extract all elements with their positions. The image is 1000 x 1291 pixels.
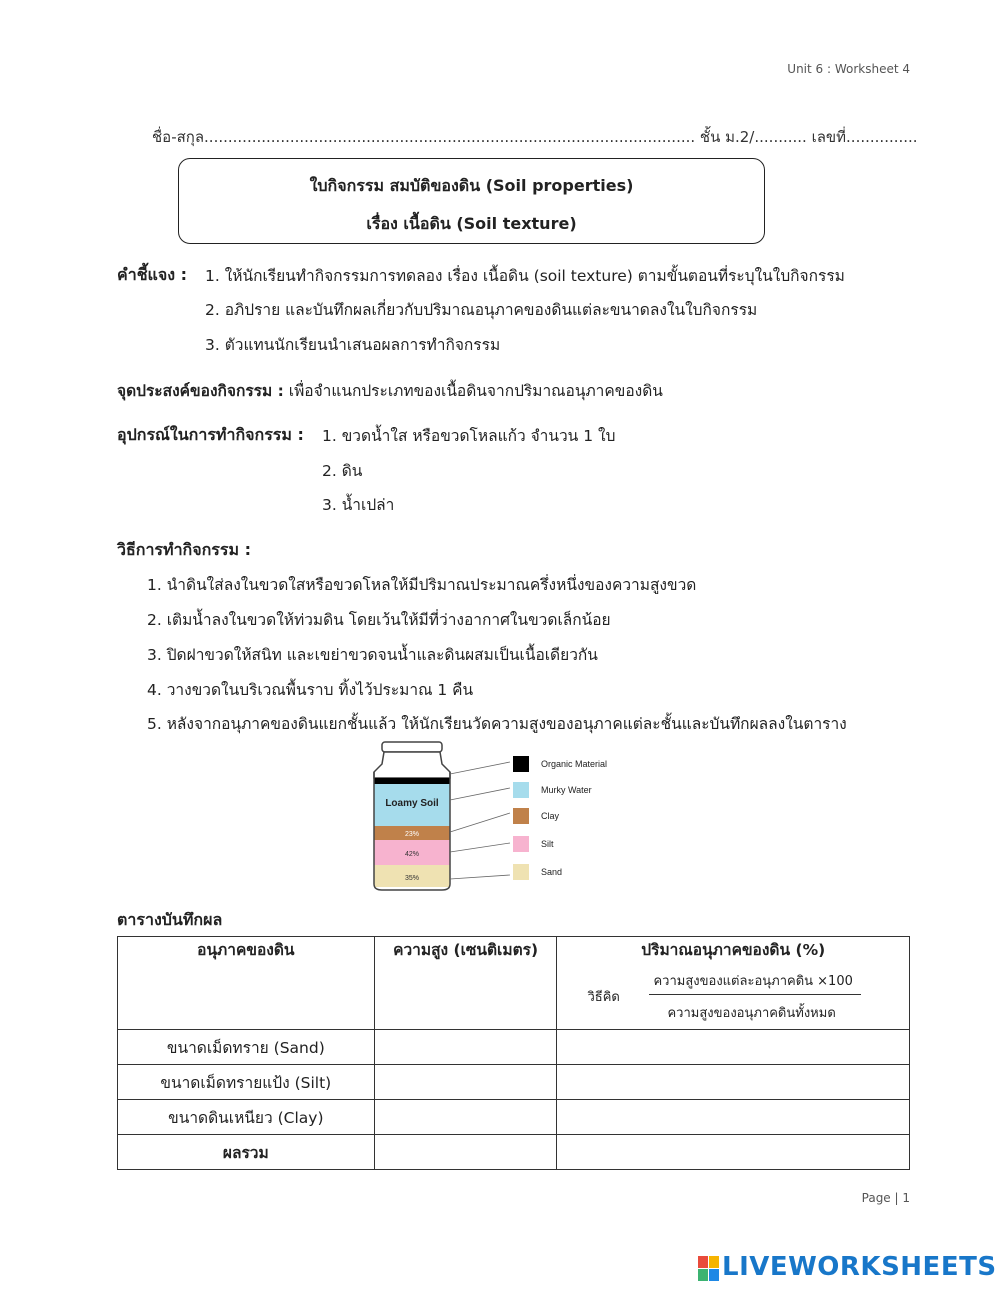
purpose-label: จุดประสงค์ของกิจกรรม :	[117, 382, 284, 400]
student-name-line: ชื่อ-สกุล....................................................................................................... ชั้น ม.2/........... เลขที่...............	[152, 128, 918, 146]
clay-percent-cell[interactable]	[557, 1100, 910, 1135]
equipment-item: 2. ดิน	[322, 462, 363, 480]
total-percent-cell[interactable]	[557, 1135, 910, 1170]
method-step: 4. วางขวดในบริเวณพื้นราบ ทิ้งไว้ประมาณ 1 คืน	[147, 681, 474, 699]
equipment-label: อุปกรณ์ในการทำกิจกรรม :	[117, 425, 304, 444]
purpose	[117, 378, 663, 403]
jar-layer-organic	[374, 778, 450, 784]
page-number: Page | 1	[861, 1191, 910, 1205]
row-label-silt: ขนาดเม็ดทรายแป้ง (Silt)	[118, 1065, 375, 1100]
table-row	[118, 1135, 910, 1170]
header-percentage-title: ปริมาณอนุภาคของดิน (%)	[641, 941, 826, 959]
legend-swatch	[513, 864, 529, 880]
jar-neck	[374, 752, 450, 778]
title-line-1: ใบกิจกรรม สมบัติของดิน (Soil properties)	[309, 176, 634, 195]
total-height-cell[interactable]	[374, 1135, 557, 1170]
record-table-label: ตารางบันทึกผล	[117, 910, 223, 929]
legend-label: Silt	[541, 839, 554, 849]
method-step: 2. เติมน้ำลงในขวดให้ท่วมดิน โดยเว้นให้มีที่ว่างอากาศในขวดเล็กน้อย	[147, 611, 611, 629]
header-particle: อนุภาคของดิน	[118, 937, 375, 1030]
table-row	[118, 1030, 910, 1065]
legend-swatch	[513, 756, 529, 772]
row-label-clay: ขนาดดินเหนียว (Clay)	[118, 1100, 375, 1135]
title-box	[178, 158, 765, 244]
instruction-item: 3. ตัวแทนนักเรียนนำเสนอผลการทำกิจกรรม	[205, 336, 501, 354]
liveworksheets-logo-icon	[698, 1256, 720, 1282]
jar-silt-percent: 42%	[404, 851, 420, 858]
method-label: วิธีการทำกิจกรรม :	[117, 540, 251, 559]
legend-label: Sand	[541, 867, 563, 877]
method-step: 5. หลังจากอนุภาคของดินแยกชั้นแล้ว ให้นักเรียนวัดความสูงของอนุภาคแต่ละชั้นและบันทึกผลลงในตาราง	[147, 715, 847, 733]
legend-swatch	[513, 836, 529, 852]
method-step: 3. ปิดฝาขวดให้สนิท และเขย่าขวดจนน้ำและดินผสมเป็นเนื้อเดียวกัน	[147, 646, 598, 664]
soil-jar-diagram	[360, 738, 630, 898]
legend-label: Clay	[541, 811, 560, 821]
header-percentage	[557, 937, 910, 1030]
silt-percent-cell[interactable]	[557, 1065, 910, 1100]
jar-sand-percent: 35%	[404, 875, 420, 882]
sand-height-cell[interactable]	[374, 1030, 557, 1065]
liveworksheets-brand[interactable]: LIVEWORKSHEETS	[722, 1252, 997, 1282]
jar-lid	[382, 742, 442, 752]
instructions-label: คำชี้แจง :	[117, 265, 188, 284]
table-row	[118, 1065, 910, 1100]
instruction-item: 1. ให้นักเรียนทำกิจกรรมการทดลอง เรื่อง เนื้อดิน (soil texture) ตามขั้นตอนที่ระบุในใบกิจกรรม	[205, 267, 845, 285]
header-height: ความสูง (เซนติเมตร)	[374, 937, 557, 1030]
table-row	[118, 1100, 910, 1135]
legend-label: Organic Material	[541, 759, 608, 769]
legend-label: Murky Water	[541, 785, 592, 795]
formula-fraction-bar	[649, 994, 861, 995]
percentage-formula	[557, 962, 909, 1022]
table-header-row	[118, 937, 910, 1030]
formula-label: วิธีคิด	[587, 990, 620, 1005]
purpose-text: เพื่อจำแนกประเภทของเนื้อดินจากปริมาณอนุภาคของดิน	[288, 382, 663, 400]
row-label-sand: ขนาดเม็ดทราย (Sand)	[118, 1030, 375, 1065]
sand-percent-cell[interactable]	[557, 1030, 910, 1065]
instruction-item: 2. อภิปราย และบันทึกผลเกี่ยวกับปริมาณอนุภาคของดินแต่ละขนาดลงในใบกิจกรรม	[205, 301, 758, 319]
title-line-2: เรื่อง เนื้อดิน (Soil texture)	[366, 214, 577, 233]
clay-height-cell[interactable]	[374, 1100, 557, 1135]
legend-swatch	[513, 782, 529, 798]
legend-swatch	[513, 808, 529, 824]
jar-label: Loamy Soil	[385, 798, 439, 809]
record-table	[117, 936, 910, 1170]
method-step: 1. นำดินใส่ลงในขวดใสหรือขวดโหลให้มีปริมาณประมาณครึ่งหนึ่งของความสูงขวด	[147, 576, 697, 594]
formula-denominator: ความสูงของอนุภาคดินทั้งหมด	[667, 1006, 836, 1021]
jar-clay-percent: 23%	[404, 831, 420, 838]
formula-numerator: ความสูงของแต่ละอนุภาคดิน ×100	[653, 974, 853, 989]
worksheet-reference: Unit 6 : Worksheet 4	[787, 62, 910, 76]
silt-height-cell[interactable]	[374, 1065, 557, 1100]
jar-legend	[513, 756, 607, 880]
equipment-item: 1. ขวดน้ำใส หรือขวดโหลแก้ว จำนวน 1 ใบ	[322, 427, 616, 445]
row-label-total: ผลรวม	[118, 1135, 375, 1170]
equipment-item: 3. น้ำเปล่า	[322, 496, 395, 514]
